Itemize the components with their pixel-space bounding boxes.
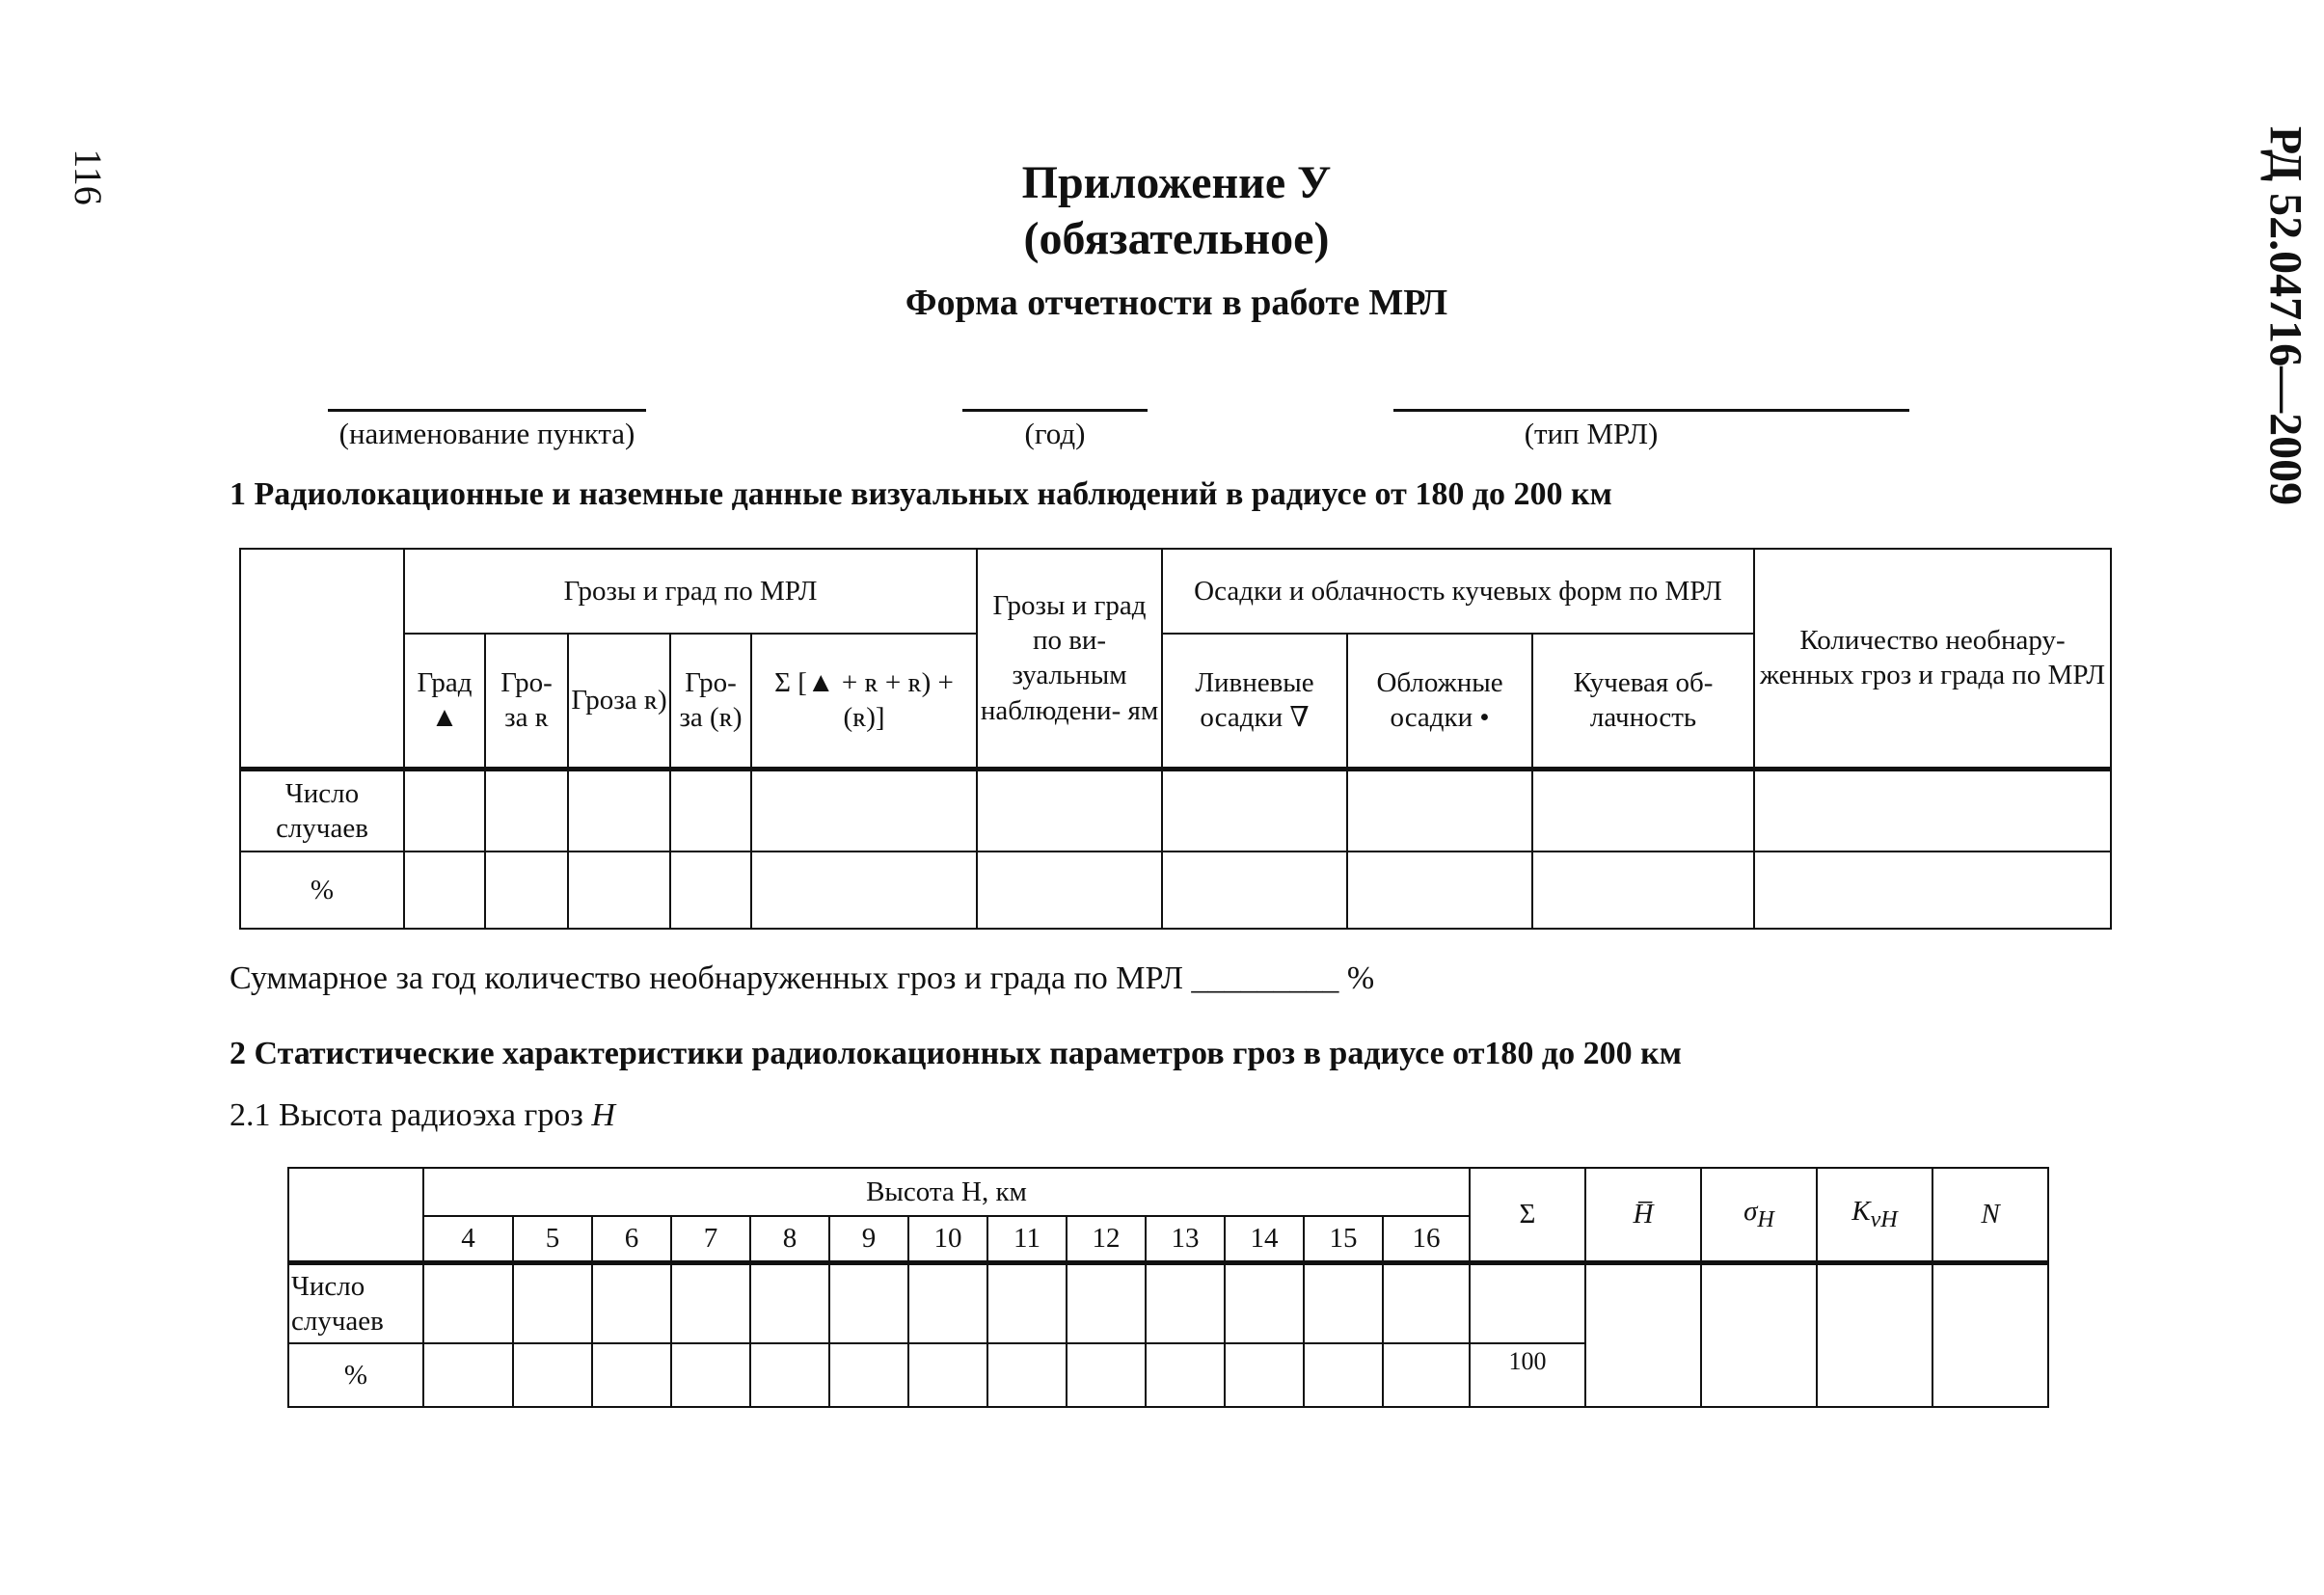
input-cell[interactable] <box>592 1343 671 1407</box>
table-radar-visual <box>239 548 2112 930</box>
col-storm-2: Гроза ʀ) <box>568 634 670 769</box>
height-col: 13 <box>1146 1216 1225 1262</box>
radar-type-line <box>1393 409 1909 412</box>
input-cell[interactable] <box>829 1262 908 1343</box>
height-col: 4 <box>423 1216 513 1262</box>
input-cell[interactable] <box>1585 1262 1701 1407</box>
input-cell[interactable] <box>404 769 485 852</box>
appendix-title: Приложение У <box>1021 157 1332 208</box>
input-cell[interactable] <box>977 769 1162 852</box>
input-cell[interactable] <box>1532 852 1754 929</box>
input-cell[interactable] <box>568 769 670 852</box>
group-visual-header: Грозы и град по ви- зуальным наблюдени- ям <box>977 549 1162 769</box>
input-cell[interactable] <box>670 769 751 852</box>
height-col: 10 <box>908 1216 987 1262</box>
input-cell[interactable] <box>1383 1262 1470 1343</box>
input-cell[interactable] <box>908 1343 987 1407</box>
input-cell[interactable] <box>1701 1262 1817 1407</box>
col-storm-1: Гро- за ʀ <box>485 634 568 769</box>
height-col: 14 <box>1225 1216 1304 1262</box>
input-cell[interactable] <box>671 1262 750 1343</box>
col-storm-3: Гро- за (ʀ) <box>670 634 751 769</box>
year-line <box>962 409 1148 412</box>
table-row <box>240 852 2111 929</box>
input-cell[interactable] <box>1225 1343 1304 1407</box>
input-cell[interactable] <box>485 769 568 852</box>
col-cumulus: Кучевая об- лачность <box>1532 634 1754 769</box>
input-cell[interactable] <box>908 1262 987 1343</box>
input-cell[interactable] <box>751 769 977 852</box>
input-cell[interactable] <box>592 1262 671 1343</box>
input-cell[interactable] <box>404 852 485 929</box>
radar-type-caption: (тип МРЛ) <box>1524 417 1659 450</box>
height-col: 11 <box>987 1216 1067 1262</box>
input-cell[interactable] <box>829 1343 908 1407</box>
input-cell[interactable] <box>1162 852 1347 929</box>
height-col: 7 <box>671 1216 750 1262</box>
col-steady-precip: Обложные осадки • <box>1347 634 1532 769</box>
corner-cell <box>288 1168 423 1262</box>
col-count-n: N <box>1932 1168 2048 1262</box>
col-sum: Σ <box>1470 1168 1585 1262</box>
section2-heading: 2 Статистические характеристики радиолокационных параметров гроз в радиусе от180 до 200 км <box>230 1036 1682 1071</box>
input-cell[interactable] <box>423 1343 513 1407</box>
page-number: 116 <box>66 149 110 205</box>
col-sigma: $\sigma_H$ <box>1701 1168 1817 1262</box>
height-col: 15 <box>1304 1216 1383 1262</box>
input-cell[interactable] <box>1347 852 1532 929</box>
input-cell[interactable] <box>750 1262 829 1343</box>
col-showers: Ливневые осадки ∇ <box>1162 634 1347 769</box>
location-caption: (наименование пункта) <box>338 417 635 450</box>
sum-percent-value: 100 <box>1470 1343 1585 1407</box>
row-label-cases: Число случаев <box>240 769 404 852</box>
input-cell[interactable] <box>1347 769 1532 852</box>
section1-heading: 1 Радиолокационные и наземные данные визуальных наблюдений в радиусе от 180 до 200 км <box>230 476 1612 512</box>
input-cell[interactable] <box>1304 1262 1383 1343</box>
col-mean-height: H̅ <box>1585 1168 1701 1262</box>
subheading-text: 2.1 Высота радиоэха гроз <box>230 1097 592 1133</box>
undetected-summary: Суммарное за год количество необнаруженных гроз и града по МРЛ _________ % <box>230 960 1375 996</box>
input-cell[interactable] <box>977 852 1162 929</box>
input-cell[interactable] <box>513 1343 592 1407</box>
col-hail: Град ▲ <box>404 634 485 769</box>
height-col: 5 <box>513 1216 592 1262</box>
input-cell[interactable] <box>513 1262 592 1343</box>
input-cell[interactable] <box>1146 1262 1225 1343</box>
input-cell[interactable] <box>1532 769 1754 852</box>
input-cell[interactable] <box>1225 1262 1304 1343</box>
input-cell[interactable] <box>751 852 977 929</box>
corner-cell <box>240 549 404 769</box>
group-undetected-header: Количество необнару- женных гроз и града по МРЛ <box>1754 549 2111 769</box>
input-cell[interactable] <box>1470 1262 1585 1343</box>
height-col: 8 <box>750 1216 829 1262</box>
input-cell[interactable] <box>1754 852 2111 929</box>
input-cell[interactable] <box>1146 1343 1225 1407</box>
input-cell[interactable] <box>987 1343 1067 1407</box>
input-cell[interactable] <box>1304 1343 1383 1407</box>
row-label-percent: % <box>240 852 404 929</box>
row-label-cases: Число случаев <box>288 1262 423 1343</box>
input-cell[interactable] <box>1067 1262 1146 1343</box>
height-col: 16 <box>1383 1216 1470 1262</box>
appendix-subtitle: (обязательное) <box>1023 213 1330 264</box>
section2-1-heading <box>230 1097 615 1134</box>
table-row <box>240 769 2111 852</box>
height-col: 9 <box>829 1216 908 1262</box>
form-title: Форма отчетности в работе МРЛ <box>905 283 1448 323</box>
height-col: 12 <box>1067 1216 1146 1262</box>
location-line <box>328 409 646 412</box>
input-cell[interactable] <box>1817 1262 1932 1407</box>
group-radar-header: Грозы и град по МРЛ <box>404 549 977 634</box>
group-precip-header: Осадки и облачность кучевых форм по МРЛ <box>1162 549 1754 634</box>
input-cell[interactable] <box>1067 1343 1146 1407</box>
input-cell[interactable] <box>1383 1343 1470 1407</box>
subheading-variable: H <box>591 1097 615 1133</box>
input-cell[interactable] <box>423 1262 513 1343</box>
col-variation-coef: $K_{vH}$ <box>1817 1168 1932 1262</box>
input-cell[interactable] <box>1932 1262 2048 1407</box>
group-height-header: Высота H, км <box>423 1168 1470 1216</box>
col-sum: Σ [▲ + ʀ + ʀ) + (ʀ)] <box>751 634 977 769</box>
input-cell[interactable] <box>568 852 670 929</box>
input-cell[interactable] <box>987 1262 1067 1343</box>
input-cell[interactable] <box>671 1343 750 1407</box>
input-cell[interactable] <box>750 1343 829 1407</box>
year-caption: (год) <box>1024 417 1086 450</box>
input-cell[interactable] <box>485 852 568 929</box>
table-echo-height <box>287 1167 2049 1408</box>
row-label-percent: % <box>288 1343 423 1407</box>
height-col: 6 <box>592 1216 671 1262</box>
input-cell[interactable] <box>670 852 751 929</box>
input-cell[interactable] <box>1754 769 2111 852</box>
input-cell[interactable] <box>1162 769 1347 852</box>
document-code: РД 52.04716—2009 <box>2259 125 2311 506</box>
table-row <box>288 1262 2048 1343</box>
